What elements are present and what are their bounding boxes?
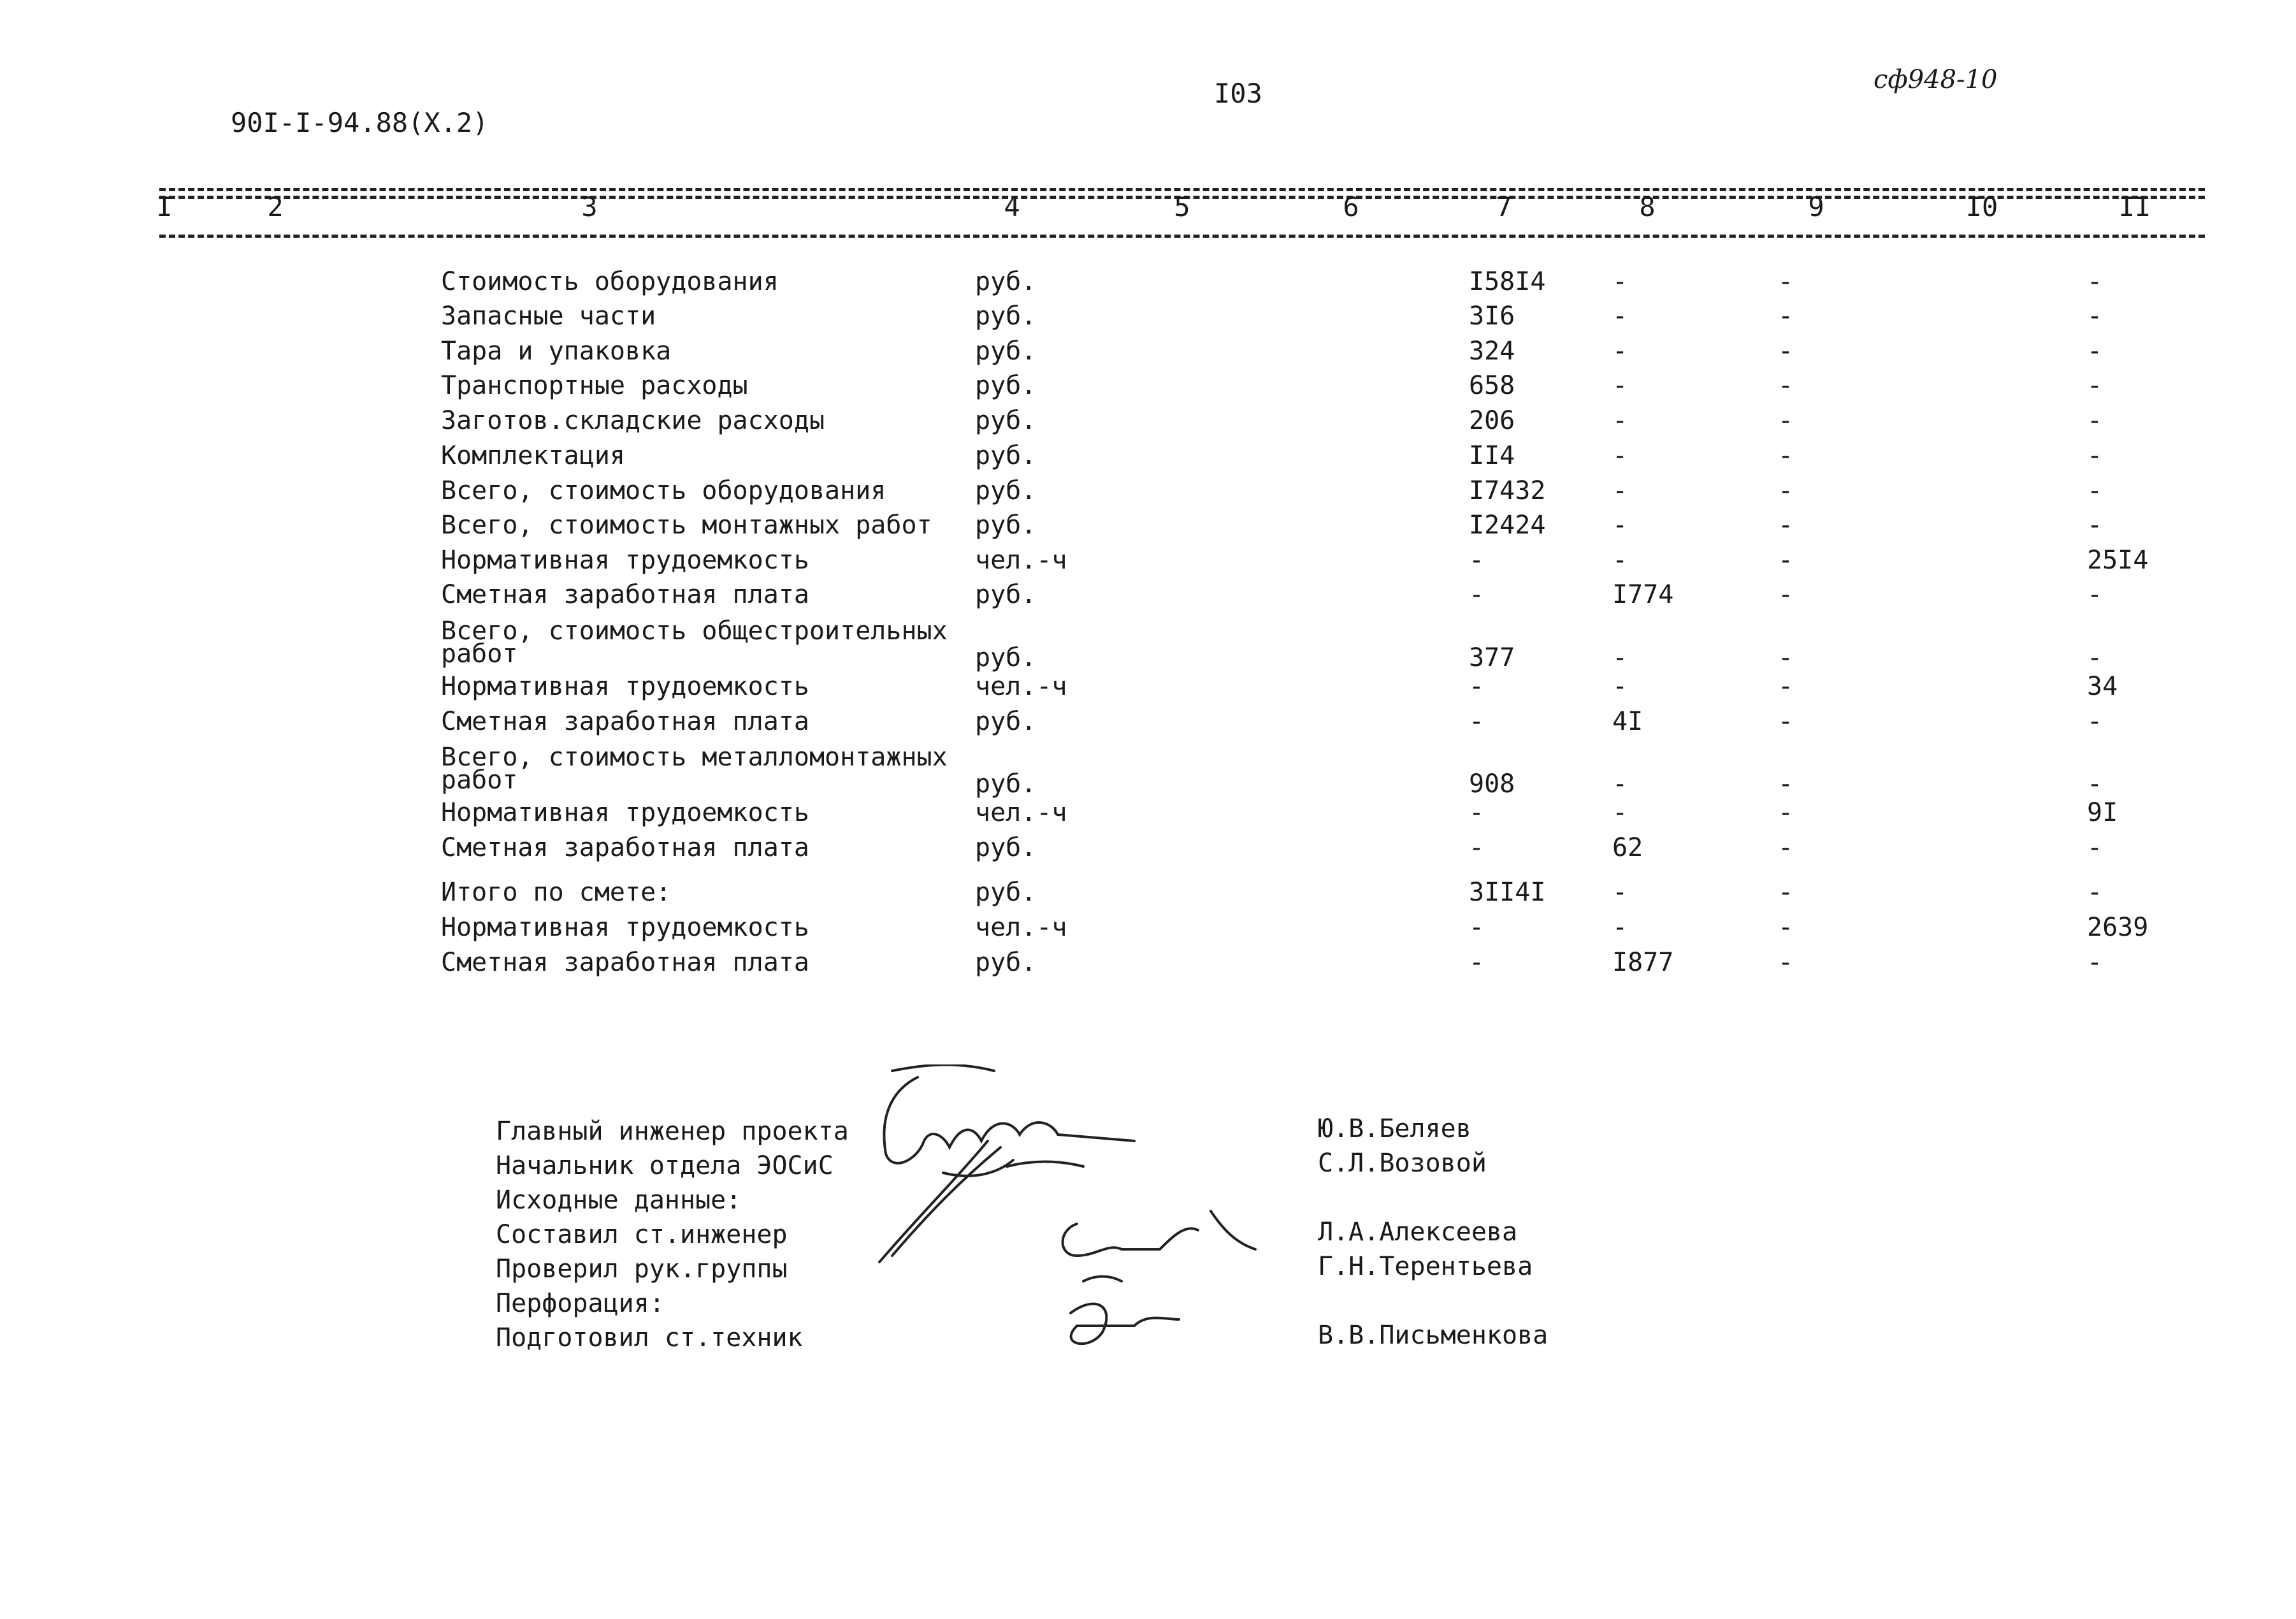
row-value-c11: -	[2087, 301, 2103, 331]
row-value-c7: -	[1469, 833, 1485, 862]
signature-person: С.Л.Возовой	[1318, 1149, 1487, 1178]
signature-role: Проверил рук.группы	[496, 1254, 788, 1284]
row-value-c7: -	[1469, 707, 1485, 736]
row-value-c11: -	[2087, 707, 2103, 736]
row-unit: руб.	[975, 948, 1037, 977]
row-item-name: Всего, стоимость монтажных работ	[441, 511, 932, 540]
row-value-c8: -	[1612, 267, 1628, 296]
row-item-name: Запасные части	[441, 301, 656, 331]
row-item-name: Нормативная трудоемкость	[441, 672, 809, 701]
row-value-c8: -	[1612, 798, 1628, 827]
row-item-name: Всего, стоимость металломонтажных	[441, 743, 948, 772]
archive-mark: сф948-10	[1874, 65, 1998, 94]
row-unit: руб.	[975, 707, 1037, 736]
row-value-c11: -	[2087, 406, 2103, 435]
header-bottom-rule	[159, 235, 2205, 238]
row-value-c11: -	[2087, 441, 2103, 470]
row-item-name: Нормативная трудоемкость	[441, 798, 809, 827]
row-value-c7: 658	[1469, 371, 1515, 400]
row-unit: руб.	[975, 441, 1037, 470]
column-number: 6	[1343, 191, 1359, 222]
row-value-c11: 2639	[2087, 913, 2149, 942]
column-number: 7	[1496, 191, 1512, 222]
row-value-c11: -	[2087, 267, 2103, 296]
row-value-c11: -	[2087, 476, 2103, 505]
row-unit: руб.	[975, 476, 1037, 505]
row-value-c9: -	[1778, 406, 1794, 435]
row-value-c9: -	[1778, 511, 1794, 540]
row-value-c8: 4I	[1612, 707, 1643, 736]
column-number: 3	[581, 191, 598, 222]
row-value-c9: -	[1778, 643, 1794, 672]
row-value-c7: -	[1469, 913, 1485, 942]
row-value-c11: 34	[2087, 672, 2118, 701]
row-value-c9: -	[1778, 371, 1794, 400]
row-value-c7: -	[1469, 672, 1485, 701]
handwritten-signatures	[867, 1064, 1274, 1370]
row-item-name: Заготов.складские расходы	[441, 406, 825, 435]
row-value-c7: 377	[1469, 643, 1515, 672]
page-number: I03	[1214, 78, 1262, 109]
row-value-c9: -	[1778, 476, 1794, 505]
row-value-c8: -	[1612, 441, 1628, 470]
row-unit: руб.	[975, 878, 1037, 907]
row-unit: руб.	[975, 301, 1037, 331]
row-value-c9: -	[1778, 301, 1794, 331]
row-item-name: Тара и упаковка	[441, 337, 672, 366]
row-item-name-cont: работ	[441, 766, 518, 795]
row-value-c7: 3I6	[1469, 301, 1515, 331]
row-value-c9: -	[1778, 948, 1794, 977]
row-value-c9: -	[1778, 833, 1794, 862]
document-code: 90I-I-94.88(X.2)	[231, 107, 489, 138]
row-value-c8: I774	[1612, 580, 1674, 609]
row-value-c11: -	[2087, 580, 2103, 609]
signature-person: Г.Н.Терентьева	[1318, 1252, 1533, 1281]
column-number: II	[2118, 191, 2151, 222]
row-unit: чел.-ч	[975, 798, 1067, 827]
row-unit: руб.	[975, 337, 1037, 366]
column-number: 2	[267, 191, 284, 222]
row-value-c11: -	[2087, 337, 2103, 366]
column-number: 5	[1174, 191, 1190, 222]
row-value-c7: 908	[1469, 769, 1515, 799]
row-value-c9: -	[1778, 441, 1794, 470]
signature-role: Составил ст.инженер	[496, 1220, 788, 1249]
row-unit: руб.	[975, 267, 1037, 296]
row-item-name: Итого по смете:	[441, 878, 672, 907]
row-unit: руб.	[975, 406, 1037, 435]
row-value-c9: -	[1778, 337, 1794, 366]
row-value-c7: I2424	[1469, 511, 1546, 540]
row-value-c8: -	[1612, 643, 1628, 672]
row-value-c11: -	[2087, 643, 2103, 672]
row-value-c9: -	[1778, 769, 1794, 799]
signature-role: Главный инженер проекта	[496, 1117, 849, 1146]
row-value-c11: -	[2087, 769, 2103, 799]
row-item-name: Сметная заработная плата	[441, 707, 809, 736]
row-value-c7: 206	[1469, 406, 1515, 435]
row-value-c7: -	[1469, 580, 1485, 609]
row-value-c8: -	[1612, 337, 1628, 366]
row-value-c8: -	[1612, 301, 1628, 331]
row-value-c8: -	[1612, 878, 1628, 907]
row-value-c11: -	[2087, 833, 2103, 862]
row-unit: руб.	[975, 769, 1037, 799]
row-value-c8: 62	[1612, 833, 1643, 862]
row-unit: руб.	[975, 580, 1037, 609]
row-value-c9: -	[1778, 267, 1794, 296]
row-value-c11: 9I	[2087, 798, 2118, 827]
row-unit: руб.	[975, 643, 1037, 672]
row-value-c11: -	[2087, 878, 2103, 907]
row-value-c9: -	[1778, 672, 1794, 701]
signature-person: Ю.В.Беляев	[1318, 1114, 1471, 1143]
row-item-name: Стоимость оборудования	[441, 267, 779, 296]
row-value-c8: -	[1612, 371, 1628, 400]
row-value-c9: -	[1778, 913, 1794, 942]
row-value-c7: II4	[1469, 441, 1515, 470]
row-value-c8: -	[1612, 406, 1628, 435]
row-item-name: Нормативная трудоемкость	[441, 546, 809, 575]
row-value-c7: -	[1469, 798, 1485, 827]
row-unit: чел.-ч	[975, 672, 1067, 701]
row-value-c8: -	[1612, 769, 1628, 799]
row-unit: руб.	[975, 511, 1037, 540]
row-value-c9: -	[1778, 546, 1794, 575]
signature-role: Исходные данные:	[496, 1186, 742, 1215]
row-value-c8: -	[1612, 476, 1628, 505]
signature-role: Перфорация:	[496, 1289, 665, 1318]
row-item-name-cont: работ	[441, 639, 518, 669]
row-value-c11: -	[2087, 948, 2103, 977]
row-value-c8: I877	[1612, 948, 1674, 977]
row-item-name: Транспортные расходы	[441, 371, 748, 400]
row-item-name: Сметная заработная плата	[441, 948, 809, 977]
row-value-c8: -	[1612, 672, 1628, 701]
column-number: I	[156, 191, 173, 222]
row-value-c9: -	[1778, 798, 1794, 827]
row-value-c8: -	[1612, 546, 1628, 575]
column-number: I0	[1965, 191, 1998, 222]
row-item-name: Сметная заработная плата	[441, 833, 809, 862]
row-value-c7: 324	[1469, 337, 1515, 366]
column-number: 4	[1004, 191, 1020, 222]
signature-role: Начальник отдела ЭОСиС	[496, 1151, 834, 1180]
row-value-c9: -	[1778, 878, 1794, 907]
column-number: 9	[1808, 191, 1824, 222]
row-value-c7: 3II4I	[1469, 878, 1546, 907]
row-value-c9: -	[1778, 707, 1794, 736]
row-value-c11: 25I4	[2087, 546, 2149, 575]
row-value-c7: -	[1469, 546, 1485, 575]
column-number: 8	[1639, 191, 1656, 222]
row-item-name: Нормативная трудоемкость	[441, 913, 809, 942]
signature-role: Подготовил ст.техник	[496, 1323, 803, 1353]
row-value-c7: -	[1469, 948, 1485, 977]
row-item-name: Всего, стоимость общестроительных	[441, 616, 948, 646]
row-value-c11: -	[2087, 511, 2103, 540]
row-unit: чел.-ч	[975, 546, 1067, 575]
row-value-c7: I7432	[1469, 476, 1546, 505]
row-value-c9: -	[1778, 580, 1794, 609]
row-value-c8: -	[1612, 511, 1628, 540]
row-value-c8: -	[1612, 913, 1628, 942]
row-item-name: Всего, стоимость оборудования	[441, 476, 886, 505]
row-unit: руб.	[975, 833, 1037, 862]
row-value-c11: -	[2087, 371, 2103, 400]
row-item-name: Комплектация	[441, 441, 625, 470]
row-unit: руб.	[975, 371, 1037, 400]
row-value-c7: I58I4	[1469, 267, 1546, 296]
signature-person: Л.А.Алексеева	[1318, 1217, 1518, 1247]
row-unit: чел.-ч	[975, 913, 1067, 942]
signature-person: В.В.Письменкова	[1318, 1321, 1549, 1350]
row-item-name: Сметная заработная плата	[441, 580, 809, 609]
